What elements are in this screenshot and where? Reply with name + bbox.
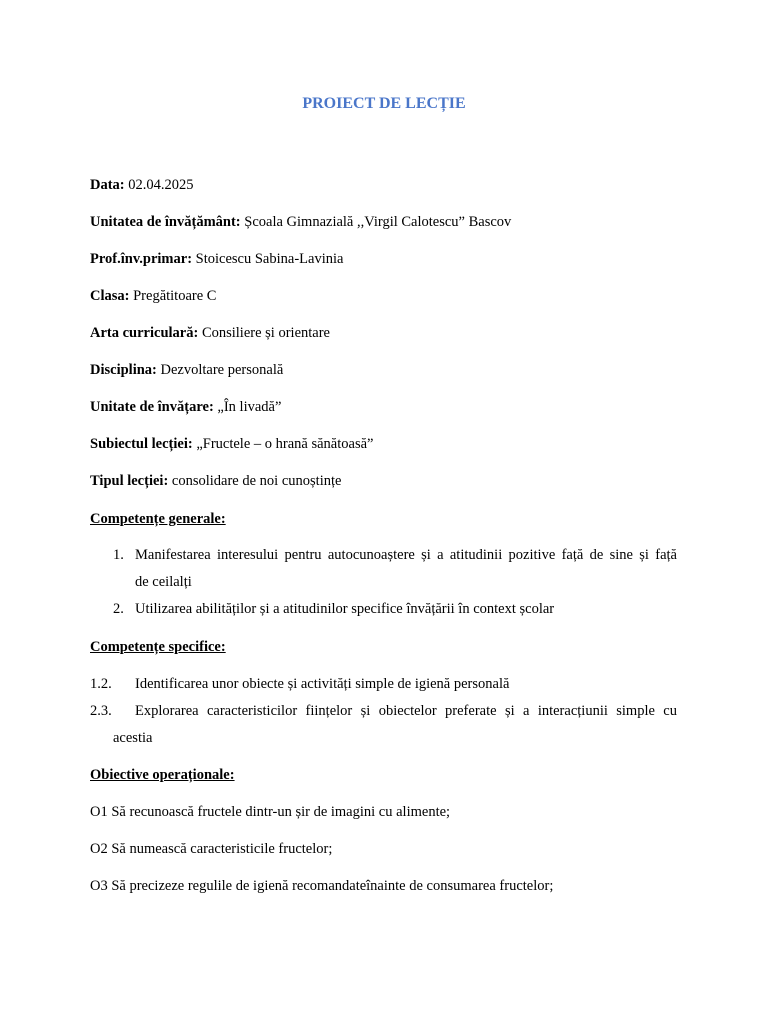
list-item-text-continuation: acestia xyxy=(113,730,153,746)
field-value: „Fructele – o hrană sănătoasă” xyxy=(196,436,374,452)
field-value: Dezvoltare personală xyxy=(160,362,284,378)
field-value: consolidare de noi cunoștințe xyxy=(171,473,342,489)
list-item-number: 1.2. xyxy=(90,676,112,692)
document-title: PROIECT DE LECȚIE xyxy=(302,95,466,112)
field-value: Școala Gimnazială ,,Virgil Calotescu” Bascov xyxy=(244,214,512,230)
field-label: Arta curriculară: xyxy=(90,325,199,341)
field-label: Prof.înv.primar: xyxy=(90,251,193,267)
list-item xyxy=(90,671,677,698)
field-value: Pregătitoare C xyxy=(133,288,217,304)
field-value: „În livadă” xyxy=(217,399,282,415)
objective-item: O2 Să numească caracteristicile fructelor; xyxy=(90,841,333,857)
field-label: Unitatea de învățământ: xyxy=(90,214,241,230)
field-teacher xyxy=(90,250,343,268)
list-item-text-continuation: de ceilalți xyxy=(135,574,192,590)
list-item-text: Explorarea caracteristicilor ființelor și obiectelor preferate și a interacțiunii simple cu xyxy=(135,703,677,719)
list-item-text: Identificarea unor obiecte și activități simple de igienă personală xyxy=(135,676,510,692)
field-school xyxy=(90,213,511,231)
field-label: Subiectul lecției: xyxy=(90,436,193,452)
field-label: Unitate de învățare: xyxy=(90,399,214,415)
list-item xyxy=(113,596,677,623)
field-label: Tipul lecției: xyxy=(90,473,169,489)
field-value: Stoicescu Sabina-Lavinia xyxy=(195,251,344,267)
objectives-heading: Obiective operaționale: xyxy=(90,767,235,783)
field-label: Clasa: xyxy=(90,288,130,304)
objective-item: O3 Să precizeze regulile de igienă recomandateînainte de consumarea fructelor; xyxy=(90,878,554,894)
field-lesson-subject xyxy=(90,435,373,453)
list-item-text: Utilizarea abilităților și a atitudinilor specifice învățării în context școlar xyxy=(135,601,555,617)
field-value: 02.04.2025 xyxy=(128,177,194,193)
objective-item: O1 Să recunoască fructele dintr-un șir de imagini cu alimente; xyxy=(90,804,451,820)
field-discipline xyxy=(90,361,283,379)
field-label: Disciplina: xyxy=(90,362,157,378)
field-value: Consiliere și orientare xyxy=(201,325,330,341)
field-lesson-type xyxy=(90,472,341,490)
field-class xyxy=(90,287,216,305)
field-curricular-area xyxy=(90,324,330,342)
specific-competences-heading: Competențe specifice: xyxy=(90,639,226,655)
field-date xyxy=(90,176,194,194)
list-item-text: Manifestarea interesului pentru autocunoaștere și a atitudinii pozitive față de sine și față xyxy=(135,547,677,563)
list-item-number: 1. xyxy=(113,547,124,563)
field-learning-unit xyxy=(90,398,281,416)
general-competences-heading: Competențe generale: xyxy=(90,511,226,527)
list-item-number: 2.3. xyxy=(90,703,112,719)
field-label: Data: xyxy=(90,177,125,193)
list-item xyxy=(113,542,677,596)
list-item-number: 2. xyxy=(113,601,124,617)
list-item xyxy=(90,698,677,752)
